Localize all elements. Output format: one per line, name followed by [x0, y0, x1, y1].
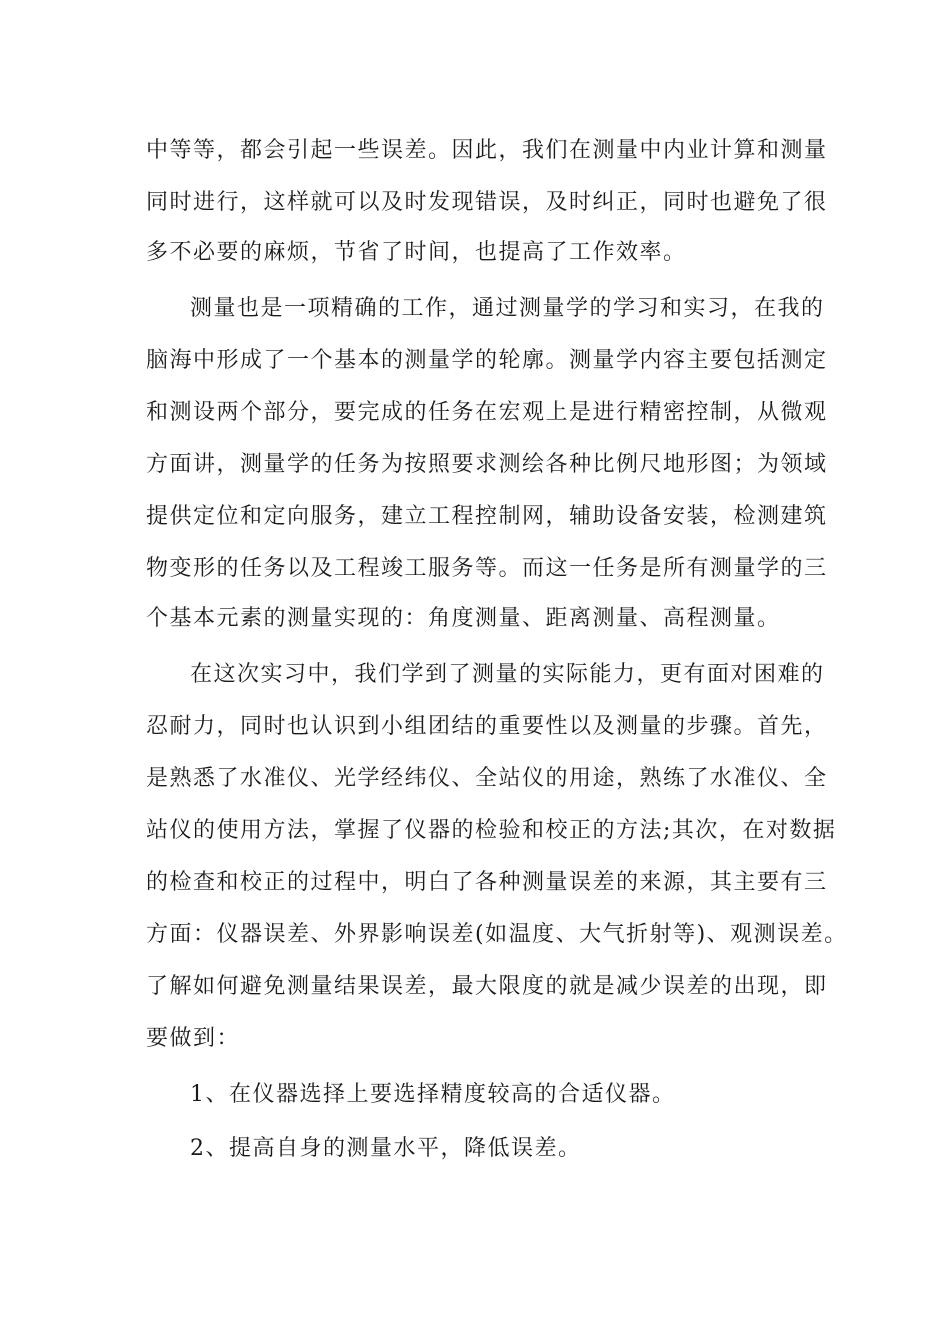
paragraph-3-line-2: 忍耐力，同时也认识到小组团结的重要性以及测量的步骤。首先， [146, 714, 828, 739]
paragraph-1-line-1: 中等等，都会引起一些误差。因此，我们在测量中内业计算和测量 [146, 138, 828, 163]
paragraph-2-line-4: 方面讲，测量学的任务为按照要求测绘各种比例尺地形图；为领域 [146, 452, 828, 477]
paragraph-3-line-5: 的检查和校正的过程中，明白了各种测量误差的来源，其主要有三 [146, 870, 828, 895]
paragraph-3-line-8: 要做到： [146, 1026, 241, 1051]
paragraph-2-line-7: 个基本元素的测量实现的：角度测量、距离测量、高程测量。 [146, 606, 781, 631]
paragraph-3-line-3: 是熟悉了水准仪、光学经纬仪、全站仪的用途，熟练了水准仪、全 [146, 766, 828, 791]
paragraph-2-line-5: 提供定位和定向服务，建立工程控制网，辅助设备安装，检测建筑 [146, 504, 828, 529]
paragraph-3-line-1: 在这次实习中，我们学到了测量的实际能力，更有面对困难的 [190, 662, 825, 687]
paragraph-2-line-1: 测量也是一项精确的工作，通过测量学的学习和实习，在我的 [190, 296, 825, 321]
paragraph-3-line-7: 了解如何避免测量结果误差，最大限度的就是减少误差的出现，即 [146, 974, 828, 999]
paragraph-3-line-4: 站仪的使用方法，掌握了仪器的检验和校正的方法;其次，在对数据 [146, 818, 837, 843]
paragraph-2-line-6: 物变形的任务以及工程竣工服务等。而这一任务是所有测量学的三 [146, 556, 828, 581]
list-item-2: 2、提高自身的测量水平，降低误差。 [190, 1136, 582, 1161]
paragraph-3-line-6: 方面：仪器误差、外界影响误差(如温度、大气折射等)、观测误差。 [146, 922, 848, 947]
paragraph-2-line-2: 脑海中形成了一个基本的测量学的轮廓。测量学内容主要包括测定 [146, 348, 828, 373]
paragraph-2-line-3: 和测设两个部分，要完成的任务在宏观上是进行精密控制，从微观 [146, 400, 828, 425]
paragraph-1-line-3: 多不必要的麻烦，节省了时间，也提高了工作效率。 [146, 240, 687, 265]
list-item-1: 1、在仪器选择上要选择精度较高的合适仪器。 [190, 1082, 676, 1107]
paragraph-1-line-2: 同时进行，这样就可以及时发现错误，及时纠正，同时也避免了很 [146, 190, 828, 215]
